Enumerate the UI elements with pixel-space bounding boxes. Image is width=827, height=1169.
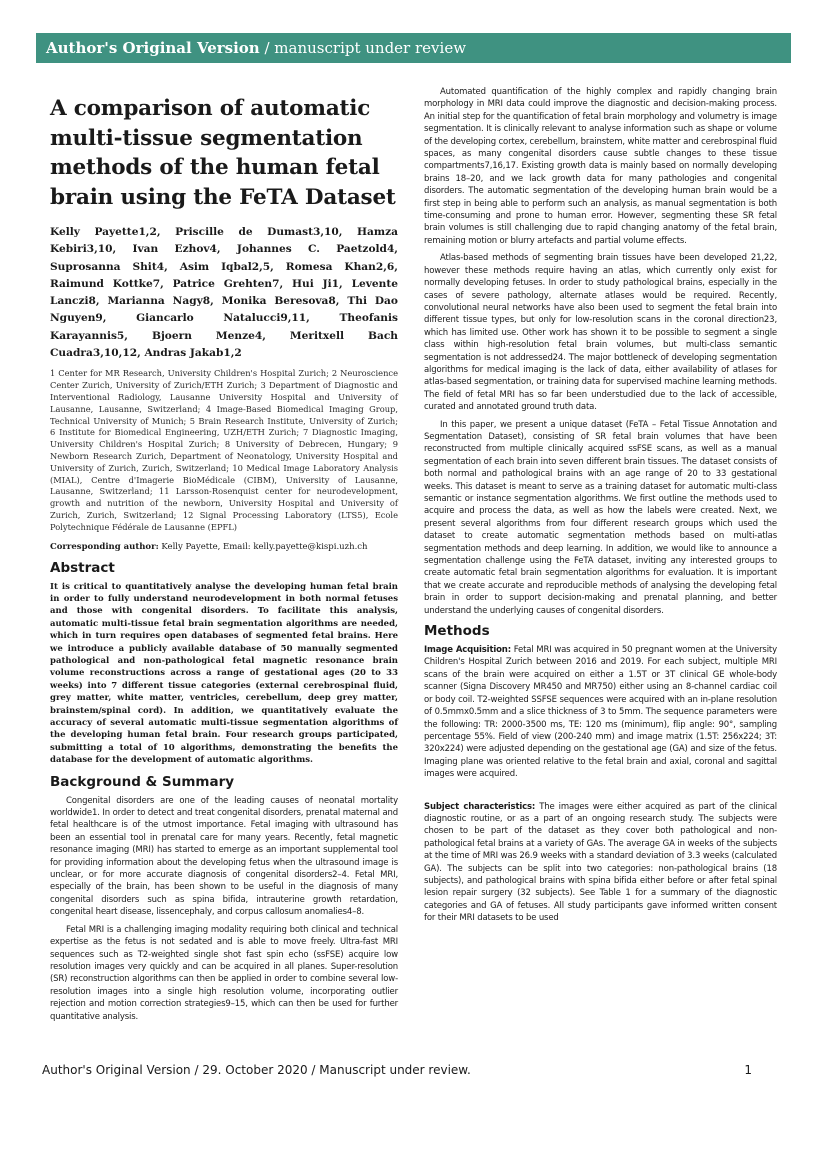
background-paragraph-2: Fetal MRI is a challenging imaging modality requiring both clinical and technical expertise as the fetus is not sedated and is able to move freely. Ultra-fast MRI sequences such as T2-weighted single shot fast spin echo (ssFSE) acquire low resolution images very quickly and can be acquired in all planes. Super-resolution (SR) reconstruction algorithms can then be applied in order to combine several low-resolution images into a single high resolution volume, incorporating outlier rejection and motion correction strategies9–15, which can then be used for further quantitative analysis. [50, 924, 398, 1022]
corresponding-label: Corresponding author: [50, 541, 159, 552]
corresponding-author [50, 541, 398, 553]
corresponding-text: Kelly Payette, Email: kelly.payette@kispi.uzh.ch [158, 541, 368, 552]
page-footer [42, 1063, 752, 1077]
subject-characteristics-text: The images were either acquired as part of the clinical diagnostic routine, or as a part of an ongoing research study. The subjects were chosen to be part of the dataset as they cover both pathological and non-pathological fetal brains at a variety of GAs. The average GA in weeks of the subjects at the time of MRI was 26.9 weeks with a standard deviation of 3.3 weeks (calculated GA). The subjects can be split into two categories: non-pathological brains (18 subjects), and pathological brains with spina bifida either before or after fetal spinal lesion repair surgery (32 subjects). See Table 1 for a summary of the diagnostic categories and GA of fetuses. All study participants gave informed written consent for their MRI datasets to be used [424, 801, 778, 924]
image-acquisition-label: Image Acquisition: [424, 645, 511, 656]
footer-version: Author's Original Version [42, 1063, 191, 1077]
right-column [424, 86, 777, 930]
abstract-heading: Abstract [50, 559, 115, 576]
author-list: Kelly Payette1,2, Priscille de Dumast3,10, Hamza Kebiri3,10, Ivan Ezhov4, Johannes C. Paetzold4, Suprosanna Shit4, Asim Iqbal2,5, Romesa Khan2,6, Raimund Kottke7, Patrice Grehten7, Hui Ji1, Levente Lanczi8, Marianna Nagy8, Monika Beresova8, Thi Dao Nguyen9, Giancarlo Natalucci9,11, Theofanis Karayannis5, Bjoern Menze4, Meritxell Bach Cuadra3,10,12, Andras Jakab1,2 [50, 226, 398, 360]
left-column [50, 86, 398, 1028]
intro-paragraph-3: In this paper, we present a unique dataset (FeTA – Fetal Tissue Annotation and Segmentation Dataset), consisting of SR fetal brain volumes that have been reconstructed from multiple clinically acquired ssFSE scans, as well as a manual segmentation of each brain into seven different brain tissues. The dataset consists of both normal and pathological brains with an age range of 20 to 33 gestational weeks. This dataset is meant to serve as a training dataset for automatic multi-class semantic or instance segmentation algorithms. We first outline the methods used to acquire and process the data, as well as how the labels were created. Next, we present several algorithms from four different research groups which used the dataset to create automatic segmentation methods based on multi-atlas segmentation methods and deep learning. In addition, we would like to announce a segmentation challenge using the FeTA dataset, inviting any interested groups to create automatic fetal brain segmentation algorithms for evaluation. It is important that we create accurate and reproducible methods of analysing the developing fetal brain in order to support decision-making and prenatal planning, and better understand the underlying causes of congenital disorders. [424, 419, 777, 616]
abstract-text: It is critical to quantitatively analyse the developing human fetal brain in order to fully understand neurodevelopment in both normal fetuses and those with congenital disorders. To facilitate this analysis, automatic multi-tissue fetal brain segmentation algorithms are needed, which in turn requires open databases of segmented fetal brains. Here we introduce a publicly available database of 50 manually segmented pathological and non-pathological fetal magnetic resonance brain volume reconstructions across a range of gestational ages (20 to 33 weeks) into 7 different tissue categories (external cerebrospinal fluid, grey matter, white matter, ventricles, cerebellum, deep grey matter, brainstem/spinal cord). In addition, we quantitatively evaluate the accuracy of several automatic multi-tissue segmentation algorithms of the developing human fetal brain. Four research groups participated, submitting a total of 10 algorithms, demonstrating the benefits the database for the development of automatic algorithms. [50, 581, 398, 766]
subject-characteristics-label: Subject characteristics: [424, 801, 536, 812]
affiliations: 1 Center for MR Research, University Children's Hospital Zurich; 2 Neuroscience Center Zurich, University of Zurich/ETH Zurich; 3 Department of Diagnostic and Interventional Radiology, Lausanne University Hospital and University of Lausanne, Lausanne, Switzerland; 4 Image-Based Biomedical Imaging Group, Technical University of Munich; 5 Brain Research Institute, University of Zurich; 6 Institute for Biomedical Engineering, UZH/ETH Zurich; 7 Diagnostic Imaging, University Children's Hospital Zurich; 8 University of Debrecen, Hungary; 9 Newborn Research Zurich, Department of Neonatology, University Hospital and University of Zurich, Zurich, Switzerland; 10 Medical Image Laboratory Analysis (MIAL), Centre d'Imagerie BioMédicale (CIBM), University of Lausanne, Lausanne, Switzerland; 11 Larsson-Rosenquist center for neurodevelopment, growth and nutrition of the newborn, University Hospital and University of Zurich, Zurich, Switzerland; 12 Signal Processing Laboratory (LTS5), Ecole Polytechnique Fédérale de Lausanne (EPFL) [50, 368, 398, 532]
footer-text: / 29. October 2020 / Manuscript under review. [190, 1063, 471, 1077]
intro-paragraph-2: Atlas-based methods of segmenting brain tissues have been developed 21,22, however these methods require having an atlas, which currently only exist for normally developing fetuses. In order to study pathological brains, especially in the cases of severe pathology, alternate atlases would be required. Recently, convolutional neural networks have also been used to segment the fetal brain into different tissue types, but only for low-resolution scans in the coronal direction23, which has limited use. Other work has shown it to be possible to segment a single class within high-resolution fetal brain volumes, but multi-class semantic segmentation is not addressed24. The major bottleneck of developing segmentation algorithms for medical imaging is the lack of data, either availability of atlases for atlas-based segmentation, or training data for supervised machine learning methods. The field of fetal MRI has so far been understudied due to the lack of accessible, curated and annotated ground truth data. [424, 253, 777, 413]
methods-heading: Methods [424, 623, 490, 640]
image-acquisition-paragraph [424, 644, 777, 780]
image-acquisition-text: Fetal MRI was acquired in 50 pregnant women at the University Children's Hospital Zurich between 2016 and 2019. For each subject, multiple MRI scans of the brain were acquired on either a 1.5T or 3T clinical GE whole-body scanner (Signa Discovery MR450 and MR750) either using an 8-channel cardiac coil or body coil. T2-weighted SSFSE sequences were acquired with an in-plane resolution of 0.5mmx0.5mm and a slice thickness of 3 to 5mm. The sequence parameters were the following: TR: 2000-3500 ms, TE: 120 ms (minimum), flip angle: 90°, sampling percentage 55%. Field of view (200-240 mm) and image matrix (1.5T: 256x224; 3T: 320x224) were adjusted depending on the gestational age (GA) and size of the fetus. Imaging plane was oriented relative to the fetal brain and axial, coronal and sagittal images were acquired. [424, 645, 777, 780]
background-heading: Background & Summary [50, 773, 235, 790]
subject-characteristics-paragraph [424, 801, 777, 925]
banner-version: Author's Original Version [46, 39, 260, 57]
banner-note: / manuscript under review [259, 39, 467, 57]
intro-paragraph-1: Automated quantification of the highly complex and rapidly changing brain morphology in MRI data could improve the diagnostic and decision-making process. An initial step for the quantification of fetal brain morphology and volumetry is image segmentation. It is clinically relevant to analyse information such as shape or volume of the developing cortex, cerebellum, brainstem, white matter and cerebrospinal fluid spaces, as many congenital disorders cause subtle changes to these tissue compartments7,16,17. Existing growth data is mainly based on normally developing brains 18–20, and we lack growth data for many pathologies and congenital disorders. The automatic segmentation of the developing human brain would be a first step in being able to perform such an analysis, as manual segmentation is both time-consuming and prone to human error. However, segmenting these SR fetal brain volumes is still challenging due to rapid changing anatomy of the fetal brain, remaining motion or blurry artefacts and partial volume effects. [424, 87, 778, 246]
paper-title: A comparison of automatic multi-tissue segmentation methods of the human fetal brain using the FeTA Dataset [50, 96, 396, 210]
page-number: 1 [744, 1063, 752, 1077]
manuscript-banner [36, 33, 791, 63]
background-paragraph-1: Congenital disorders are one of the leading causes of neonatal mortality worldwide1. In order to detect and treat congenital disorders, prenatal maternal and fetal healthcare is of the utmost importance. Fetal imaging with ultrasound has been an essential tool in prenatal care for many years. Recently, fetal magnetic resonance imaging (MRI) has started to emerge as an important supplemental tool for providing information about the developing fetus when the ultrasound image is unclear, or for more accurate diagnosis of congenital disorders2–4. Fetal MRI, especially of the brain, has been shown to be useful in the diagnosis of many congenital disorders such as spina bifida, intrauterine growth retardation, congenital heart disease, lissencephaly, and corpus callosum anomalies4–8. [50, 795, 398, 918]
